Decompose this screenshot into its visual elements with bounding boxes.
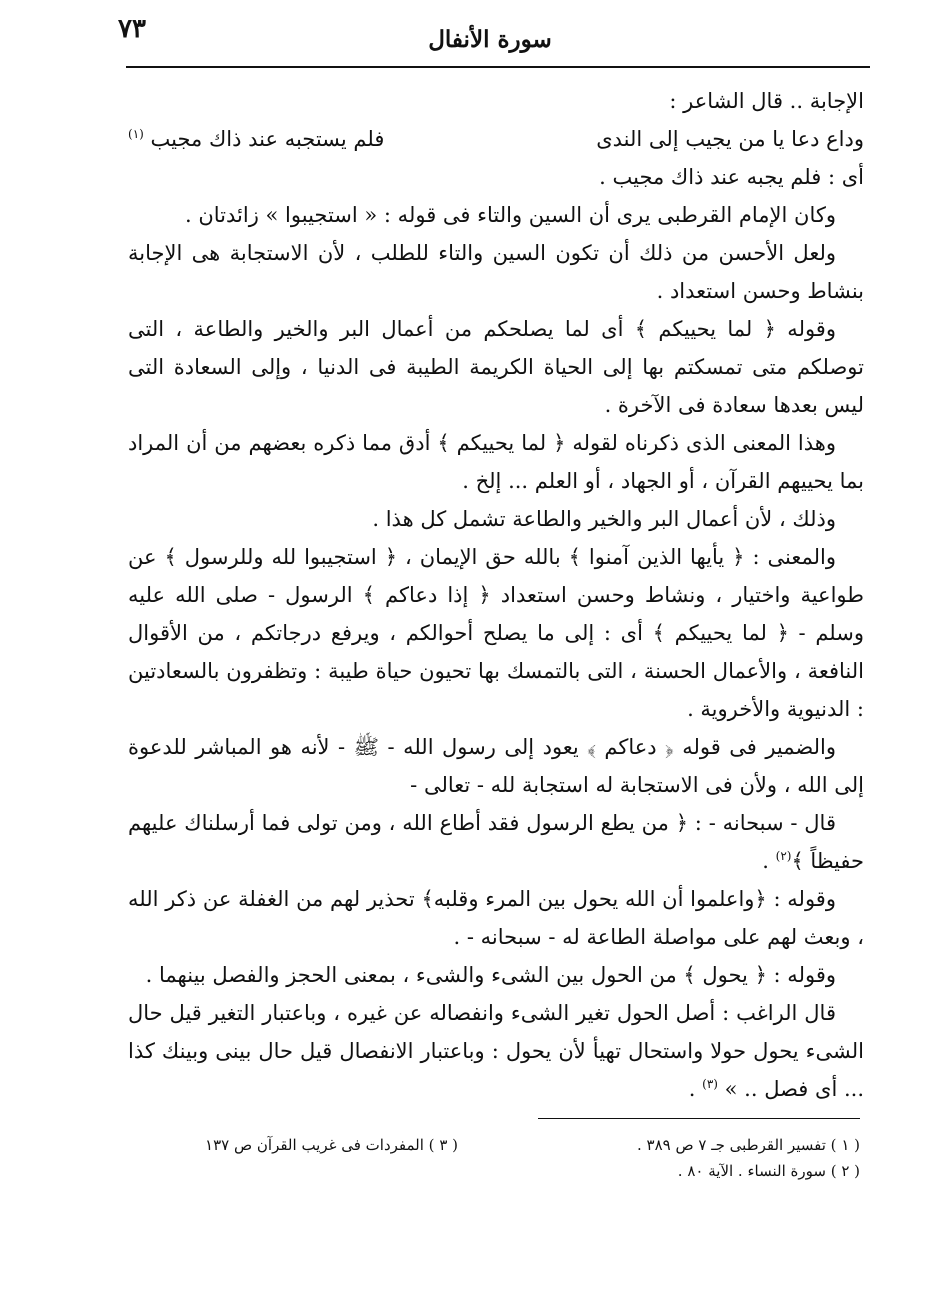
quote-verse-end: . <box>762 849 776 873</box>
paragraph-intro: الإجابة .. قال الشاعر : <box>669 89 864 113</box>
paragraph-quote-verse <box>128 804 864 880</box>
paragraph-inclusion: وذلك ، لأن أعمال البر والخير والطاعة تشمل كل هذا . <box>372 507 836 531</box>
quote-verse-text: قال - سبحانه - : ﴿ من يطع الرسول فقد أطاع الله ، ومن تولى فما أرسلناك عليهم حفيظاً ﴾ <box>128 811 864 873</box>
poem-verse <box>128 120 864 158</box>
footnote-2: ( ٢ ) سورة النساء . الآية ٨٠ . <box>677 1162 860 1180</box>
footnote-ref-3: (٣) <box>702 1077 718 1091</box>
footnotes-right-column <box>540 1132 860 1184</box>
paragraph-yahul: وقوله : ﴿ يحول ﴾ من الحول بين الشىء والشىء ، بمعنى الحجز والفصل بينهما . <box>145 963 836 987</box>
footnote-rule <box>538 1118 860 1119</box>
paragraph-explanation: أى : فلم يجبه عند ذاك مجيب . <box>599 165 864 189</box>
header-rule <box>126 66 870 68</box>
paragraph-warning: وقوله : ﴿واعلموا أن الله يحول بين المرء وقلبه﴾ تحذير لهم من الغفلة عن ذكر الله ، وبعث لهم على مواصلة الطاعة له - سبحانه - . <box>128 887 864 949</box>
verse-second-half: فلم يستجبه عند ذاك مجيب <box>150 127 385 151</box>
footnote-1: ( ١ ) تفسير القرطبى جـ ٧ ص ٣٨٩ . <box>636 1136 860 1154</box>
footnote-3: ( ٣ ) المفردات فى غريب القرآن ص ١٣٧ <box>205 1136 458 1154</box>
page-number: ٧٣ <box>118 14 146 44</box>
paragraph-meaning: والمعنى : ﴿ يأيها الذين آمنوا ﴾ بالله حق الإيمان ، ﴿ استجيبوا لله وللرسول ﴾ عن طواعية واختيار ، ونشاط وحسن استعداد ﴿ إذا دعاكم ﴾ الرسول - صلى الله عليه وسلم - ﴿ لما يحييكم ﴾ أى : إلى ما يصلح أحوالكم ، ويرفع درجاتكم ، من الأقوال النافعة ، والأعمال الحسنة ، التى بالتمسك بها تحيون حياة طيبة : وتظفرون بالسعادتين : الدنيوية والأخروية . <box>128 545 864 721</box>
surah-title: سورة الأنفال <box>428 26 552 53</box>
paragraph-raghib <box>128 994 864 1108</box>
paragraph-precision: وهذا المعنى الذى ذكرناه لقوله ﴿ لما يحييكم ﴾ أدق مما ذكره بعضهم من أن المراد بما يحييهم القرآن ، أو الجهاد ، أو العلم ... إلخ . <box>128 431 864 493</box>
paragraph-life-meaning: وقوله ﴿ لما يحييكم ﴾ أى لما يصلحكم من أعمال البر والخير والطاعة ، التى توصلكم متى تمسكتم بها إلى الحياة الكريمة الطيبة فى الدنيا ، وإلى السعادة التى ليس بعدها سعادة فى الآخرة . <box>128 317 864 417</box>
paragraph-qurtubi: وكان الإمام القرطبى يرى أن السين والتاء فى قوله : « استجيبوا » زائدتان . <box>185 203 836 227</box>
raghib-end: . <box>688 1077 703 1101</box>
paragraph-pronoun: والضمير فى قوله ﴿ دعاكم ﴾ يعود إلى رسول الله - ﷺ - لأنه هو المباشر للدعوة إلى الله ، ولأن فى الاستجابة له استجابة لله - تعالى - <box>128 735 864 797</box>
footnotes-left-column <box>128 1132 458 1158</box>
verse-first-half: وداع دعا يا من يجيب إلى الندى <box>596 127 864 151</box>
footnote-ref-1: (١) <box>128 127 144 141</box>
verse-second-half-wrap <box>128 120 384 158</box>
paragraph-preferred: ولعل الأحسن من ذلك أن تكون السين والتاء للطلب ، لأن الاستجابة هى الإجابة بنشاط وحسن استعداد . <box>128 241 864 303</box>
body-text <box>128 82 864 1108</box>
footnote-ref-2: (٢) <box>775 849 792 863</box>
raghib-text: قال الراغب : أصل الحول تغير الشىء وانفصاله عن غيره ، وباعتبار التغير قيل حال الشىء يحول حولا واستحال تهيأ لأن يحول : وباعتبار الانفصال قيل حال بينى وبينك كذا ... أى فصل .. » <box>128 1001 864 1101</box>
